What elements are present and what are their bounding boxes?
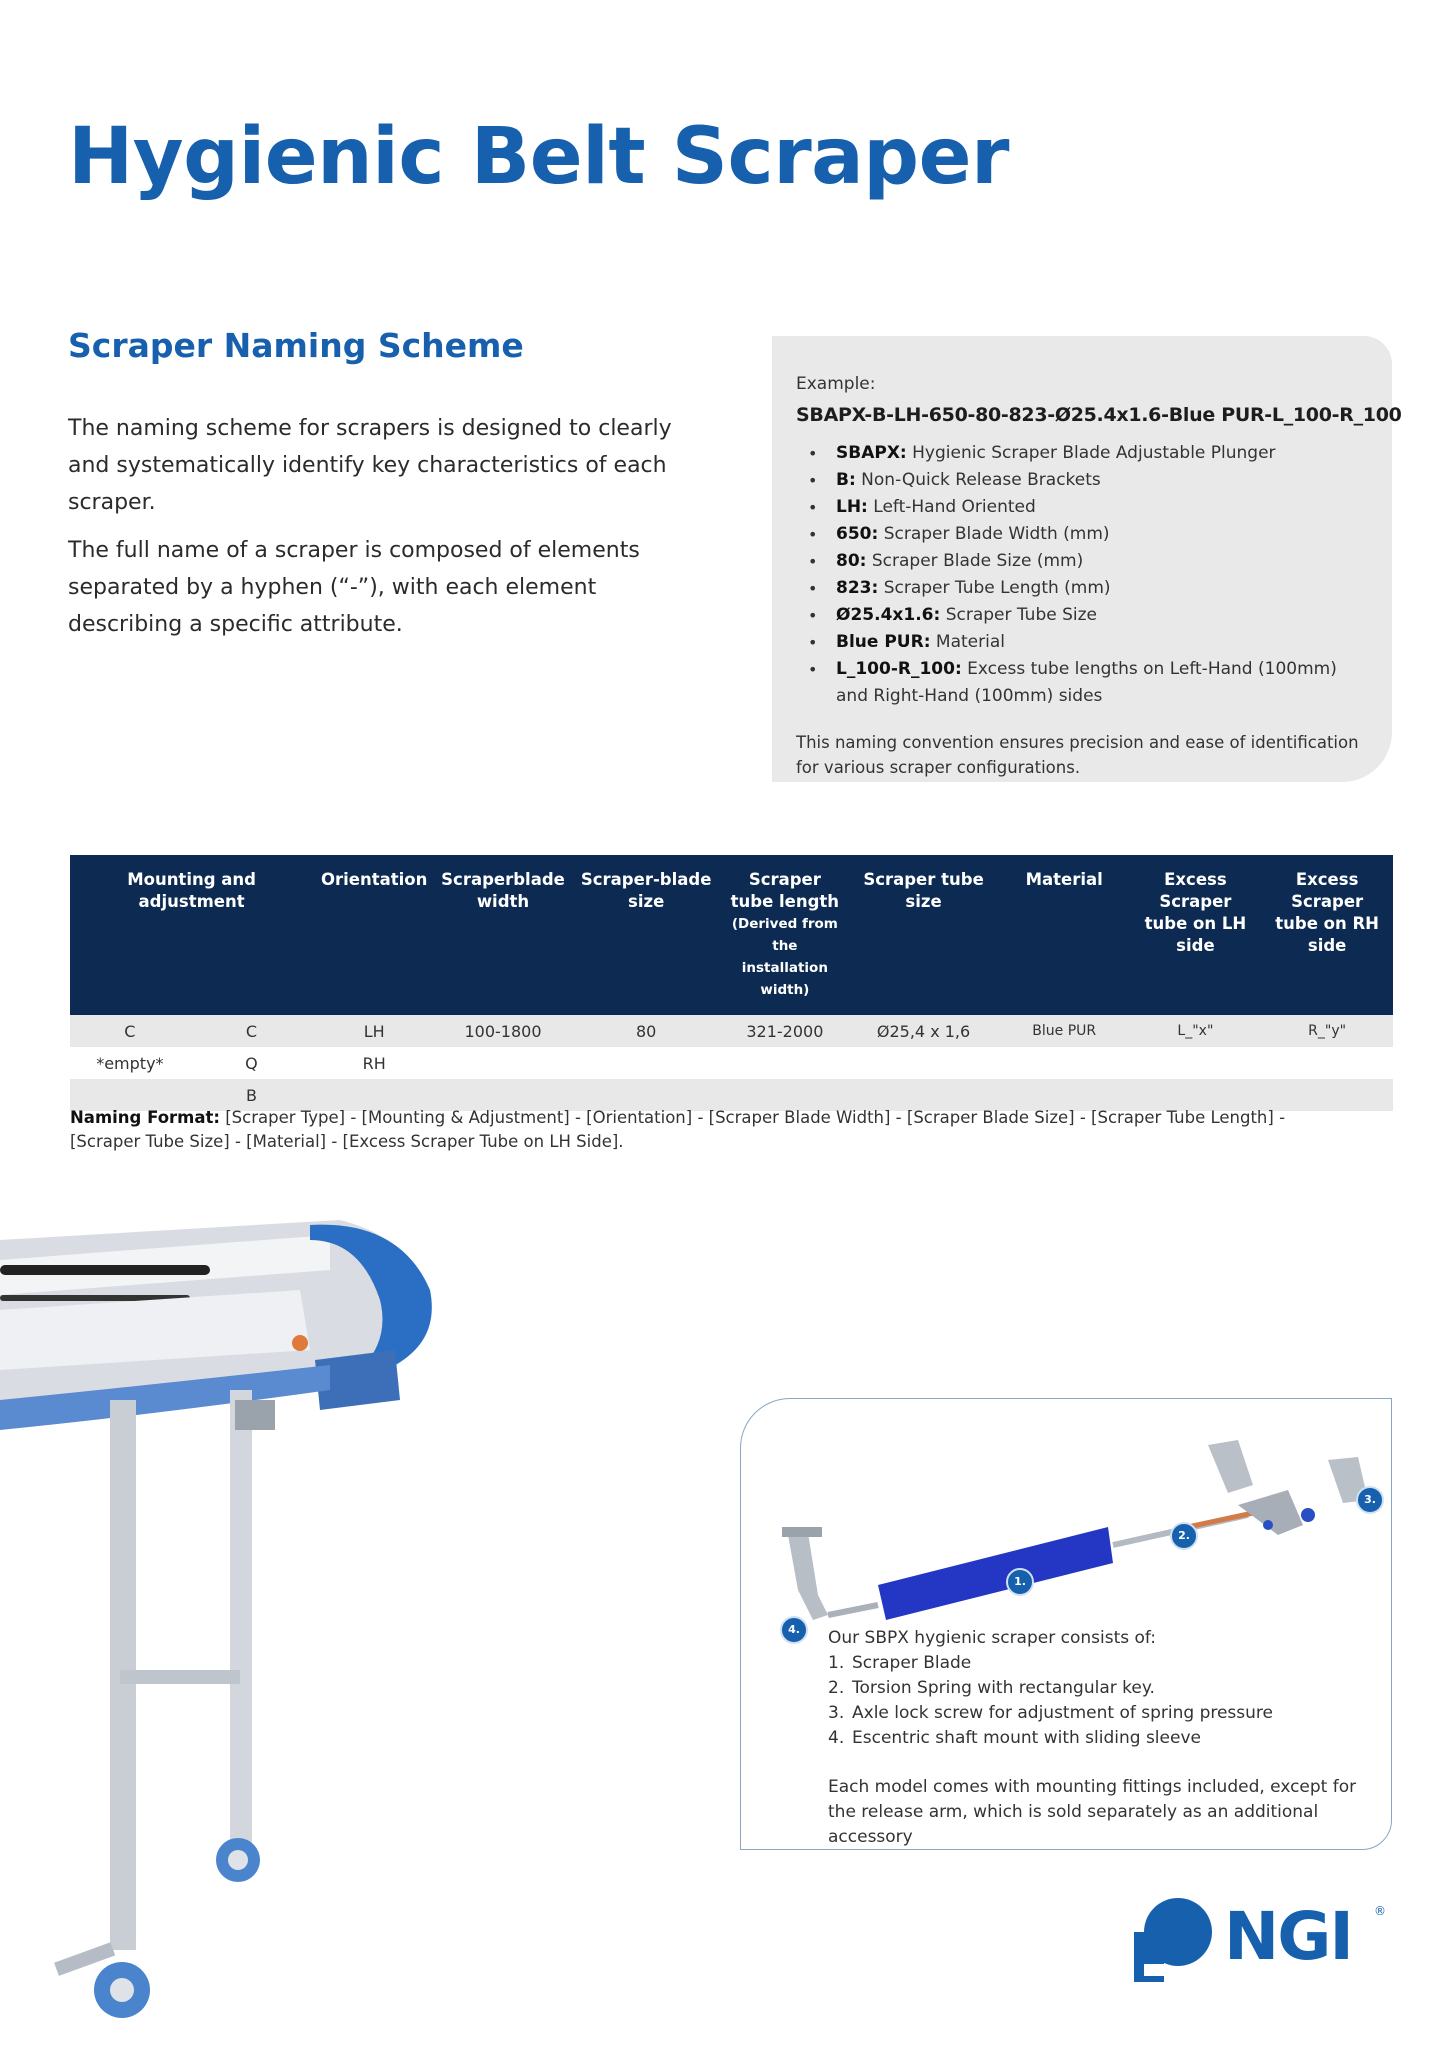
- example-item-key: SBAPX:: [836, 443, 907, 463]
- ngi-registered-mark: ®: [1374, 1904, 1386, 1918]
- table-cell: *empty*: [70, 1047, 190, 1079]
- example-item-desc: Scraper Blade Width (mm): [883, 524, 1110, 544]
- example-item-key: 823:: [836, 578, 879, 598]
- header-material: Material: [999, 855, 1130, 1015]
- naming-format-text: [Scraper Type] - [Mounting & Adjustment] - [Orientation] - [Scraper Blade Width] - [Scraper Blade Size] - [Scraper Tube Length] - [Scraper Tube Size] - [Material] - [Excess Scraper Tube on LH Side].: [70, 1108, 1286, 1151]
- header-orientation: Orientation: [313, 855, 435, 1015]
- table-cell: Q: [190, 1047, 313, 1079]
- table-cell: [435, 1047, 571, 1079]
- table-cell: RH: [313, 1047, 435, 1079]
- callout-badge-2: 2.: [1170, 1522, 1198, 1550]
- example-item: [796, 521, 1368, 548]
- right-bracket-upper: [1208, 1440, 1253, 1493]
- scraper-exploded-diagram: [768, 1415, 1388, 1645]
- torsion-spring: [1188, 1513, 1253, 1527]
- callout-badge-1: 1.: [1006, 1568, 1034, 1596]
- example-box: [772, 336, 1402, 782]
- parts-footer: Each model comes with mounting fittings included, except for the release arm, which is sold separately as an additional accessory: [828, 1777, 1357, 1847]
- naming-format-label: Naming Format:: [70, 1108, 220, 1127]
- table-cell: [848, 1047, 999, 1079]
- ngi-logo: [1128, 1896, 1398, 1986]
- bolt-blue: [1263, 1520, 1273, 1530]
- table-row: [70, 1047, 1393, 1079]
- table-cell: [1130, 1047, 1262, 1079]
- callout-badge-3: 3.: [1356, 1486, 1384, 1514]
- parts-list: [828, 1651, 1388, 1751]
- table-cell: Ø25,4 x 1,6: [848, 1015, 999, 1047]
- intro-paragraph-2: The full name of a scraper is composed of elements separated by a hyphen (“-”), with each element describing a specific attribute.: [68, 538, 640, 637]
- example-item: [796, 656, 1368, 710]
- parts-item-number: 2.: [828, 1678, 845, 1698]
- header-blade-size: Scraper-blade size: [571, 855, 722, 1015]
- parts-item-text: Scraper Blade: [852, 1653, 972, 1673]
- example-note: This naming convention ensures precision and ease of identification for various scraper configurations.: [796, 733, 1359, 777]
- table-cell: B: [190, 1079, 313, 1111]
- table-cell: C: [70, 1015, 190, 1047]
- table-cell: [721, 1047, 848, 1079]
- intro-paragraph-1: The naming scheme for scrapers is designed to clearly and systematically identify key characteristics of each scraper.: [68, 416, 672, 515]
- example-list: [796, 440, 1368, 710]
- example-label: Example:: [796, 374, 876, 394]
- conveyor-leg: [230, 1390, 252, 1870]
- left-bracket-bolt: [782, 1527, 822, 1537]
- example-item-desc: Non-Quick Release Brackets: [861, 470, 1101, 490]
- parts-intro: Our SBPX hygienic scraper consists of:: [828, 1628, 1157, 1648]
- example-item-key: L_100-R_100:: [836, 659, 962, 679]
- parts-item-text: Axle lock screw for adjustment of spring pressure: [852, 1703, 1273, 1723]
- naming-table: [70, 855, 1393, 1111]
- example-item-desc: Scraper Tube Size: [945, 605, 1098, 625]
- header-tube-length: [721, 855, 848, 1015]
- example-item-desc: Scraper Tube Length (mm): [883, 578, 1111, 598]
- header-tube-length-sub: (Derived from the installation width): [731, 916, 838, 998]
- example-code: SBAPX-B-LH-650-80-823-Ø25.4x1.6-Blue PUR-L_100-R_100: [796, 404, 1402, 426]
- parts-item: [828, 1726, 1388, 1751]
- example-item-desc: Material: [935, 632, 1005, 652]
- parts-item: [828, 1676, 1388, 1701]
- page-title: Hygienic Belt Scraper: [68, 112, 1010, 202]
- table-header-row: [70, 855, 1393, 1015]
- table-cell: LH: [313, 1015, 435, 1047]
- header-excess-rh: Excess Scraper tube on RH side: [1261, 855, 1393, 1015]
- parts-item-text: Torsion Spring with rectangular key.: [852, 1678, 1155, 1698]
- conveyor-crossbar: [120, 1670, 240, 1684]
- callout-badge-4: 4.: [780, 1616, 808, 1644]
- parts-item: [828, 1701, 1388, 1726]
- example-item: [796, 494, 1368, 521]
- table-cell: C: [190, 1015, 313, 1047]
- example-item: [796, 602, 1368, 629]
- conveyor-fitting: [292, 1335, 308, 1351]
- table-cell: Blue PUR: [999, 1015, 1130, 1047]
- table-cell: [1261, 1047, 1393, 1079]
- example-item-key: 650:: [836, 524, 879, 544]
- example-item-key: LH:: [836, 497, 868, 517]
- header-blade-width: Scraperblade width: [435, 855, 571, 1015]
- parts-item: [828, 1651, 1388, 1676]
- ngi-logo-text: NGI: [1224, 1898, 1352, 1975]
- table-cell: [571, 1047, 722, 1079]
- conveyor-illustration: [0, 1200, 470, 2040]
- parts-item-text: Escentric shaft mount with sliding sleeve: [852, 1728, 1201, 1748]
- bolt-blue: [1301, 1508, 1315, 1522]
- header-excess-lh: Excess Scraper tube on LH side: [1130, 855, 1262, 1015]
- naming-format: [70, 1106, 1330, 1154]
- example-item: [796, 467, 1368, 494]
- conveyor-bracket: [235, 1400, 275, 1430]
- example-item-desc: Excess tube lengths on Left-Hand (100mm) and Right-Hand (100mm) sides: [836, 659, 1337, 706]
- left-bracket: [788, 1533, 828, 1620]
- example-item: [796, 440, 1368, 467]
- example-item: [796, 629, 1368, 656]
- conveyor-wheel-hub: [228, 1850, 248, 1870]
- example-item-key: 80:: [836, 551, 867, 571]
- table-cell: [999, 1047, 1130, 1079]
- table-cell: 100-1800: [435, 1015, 571, 1047]
- conveyor-slot: [0, 1265, 210, 1275]
- example-item-desc: Scraper Blade Size (mm): [871, 551, 1084, 571]
- parts-text: [828, 1626, 1388, 1850]
- scraper-blade: [878, 1527, 1113, 1620]
- table-cell: R_"y": [1261, 1015, 1393, 1047]
- shaft-left: [828, 1605, 878, 1615]
- section-title: Scraper Naming Scheme: [68, 326, 524, 365]
- example-item-key: B:: [836, 470, 856, 490]
- example-item-key: Ø25.4x1.6:: [836, 605, 941, 625]
- example-item-key: Blue PUR:: [836, 632, 931, 652]
- example-item-desc: Hygienic Scraper Blade Adjustable Plunger: [912, 443, 1276, 463]
- example-item-desc: Left-Hand Oriented: [873, 497, 1036, 517]
- conveyor-wheel-hub: [110, 1978, 134, 2002]
- header-tube-length-label: Scraper tube length: [730, 870, 840, 911]
- table-cell: 80: [571, 1015, 722, 1047]
- ngi-logo-mark-icon: [1128, 1896, 1218, 1986]
- parts-item-number: 4.: [828, 1728, 845, 1748]
- example-item: [796, 575, 1368, 602]
- table-cell: L_"x": [1130, 1015, 1262, 1047]
- header-mounting: Mounting and adjustment: [70, 855, 313, 1015]
- table-row: [70, 1015, 1393, 1047]
- parts-item-number: 3.: [828, 1703, 845, 1723]
- header-tube-size: Scraper tube size: [848, 855, 999, 1015]
- example-item: [796, 548, 1368, 575]
- parts-item-number: 1.: [828, 1653, 845, 1673]
- table-cell: 321-2000: [721, 1015, 848, 1047]
